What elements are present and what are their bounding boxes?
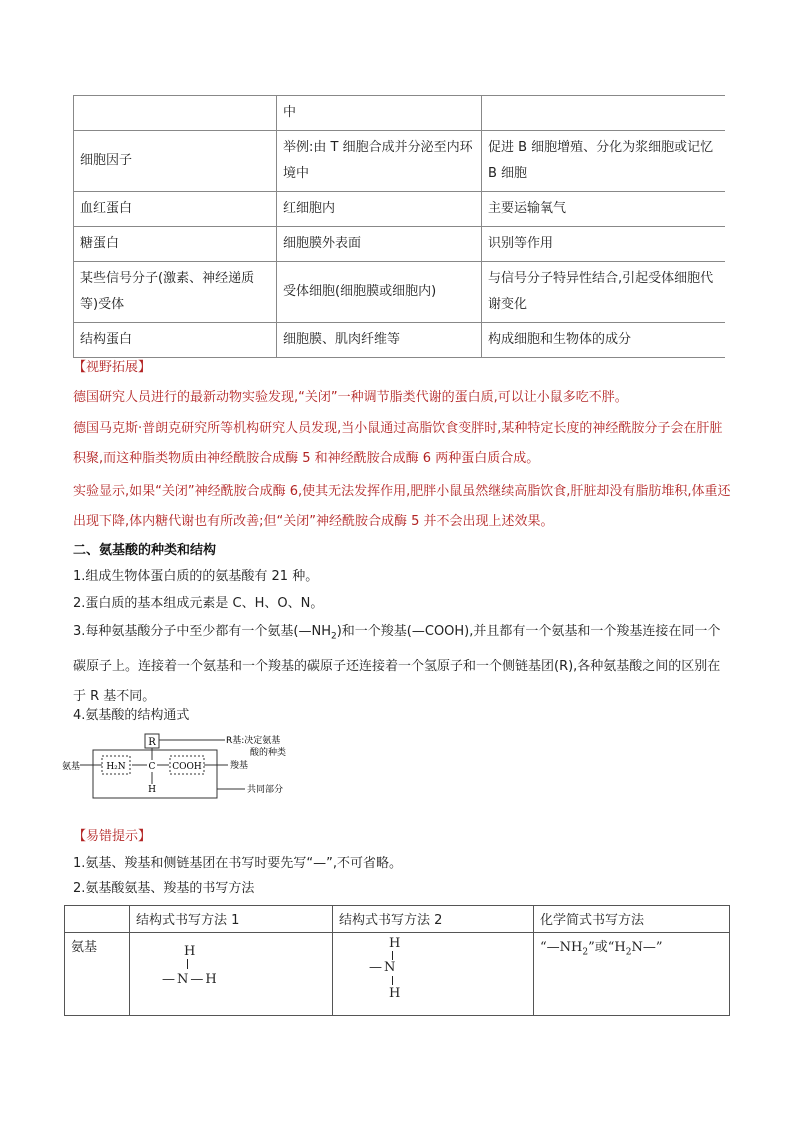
table-row [74,262,726,323]
tips-line-2: 2.氨基酸氨基、羧基的书写方法 [73,881,255,896]
table-row [74,96,726,131]
table-row [74,192,726,227]
header-cell: 结构式书写方法 2 [333,906,534,933]
text-span: “—NH [540,940,583,955]
h2n-label: H₂N [106,762,126,772]
writing-method-table [64,905,730,1016]
table-cell: 细胞膜外表面 [277,227,482,262]
common-annotation: 共同部分 [247,785,284,795]
carbon-label: C [148,762,156,772]
table-header-row [65,906,730,933]
table-cell: 构成细胞和生物体的成分 [482,323,726,358]
formula-line: —N—H [162,972,219,987]
bond-line [392,951,393,960]
formula-cell-1 [130,933,333,1016]
r-label: R [148,737,156,748]
table-cell: 结构蛋白 [74,323,277,358]
table-cell: 主要运输氧气 [482,192,726,227]
text-span: 3.每种氨基酸分子中至少都有一个氨基(—NH [73,624,331,639]
text-span: N—” [631,940,663,955]
text-span: )和一个羧基(—COOH),并且都有一个氨基和一个羧基连接在同一个碳原子上。连接着一个氨基和一个羧基的碳原子还连接着一个氢原子和一个侧链基团(R),各种氨基酸之间的区别在于 R 基不同。 [73,624,721,704]
subscript: 2 [625,947,632,958]
subscript: 2 [582,947,589,958]
formula-atom: H [389,986,401,1001]
protein-function-table [73,95,725,358]
hydrogen-label: H [148,785,156,795]
bond-line [187,959,188,969]
vision-tag: 【视野拓展】 [73,360,152,375]
table-cell: 与信号分子特异性结合,引起受体细胞代谢变化 [482,262,726,323]
table-cell: 促进 B 细胞增殖、分化为浆细胞或记忆 B 细胞 [482,131,726,192]
table-cell: 细胞因子 [74,131,277,192]
table-row [65,933,730,1016]
header-cell: 化学简式书写方法 [534,906,730,933]
section-line-2: 2.蛋白质的基本组成元素是 C、H、O、N。 [73,596,324,611]
table-cell: 识别等作用 [482,227,726,262]
amino-annotation: 氨基 [62,762,81,772]
table-cell: 受体细胞(细胞膜或细胞内) [277,262,482,323]
formula-atom: H [184,944,196,959]
row-label-cell: 氨基 [65,933,130,1016]
formula-cell-3 [534,933,730,1016]
section-line-4: 4.氨基酸的结构通式 [73,708,190,723]
subscript: 2 [330,631,337,642]
table-cell: 糖蛋白 [74,227,277,262]
formula-cell-2 [333,933,534,1016]
cooh-label: COOH [172,762,202,772]
table-cell: 某些信号分子(激素、神经递质等)受体 [74,262,277,323]
section-title: 二、氨基酸的种类和结构 [73,543,217,558]
table-cell: 血红蛋白 [74,192,277,227]
carboxyl-annotation: 羧基 [230,761,249,771]
text-span: ”或“H [588,940,626,955]
formula-atom: —N [369,960,398,975]
r-annotation-2: 酸的种类 [250,748,287,758]
tips-line-1: 1.氨基、羧基和侧链基团在书写时要先写“—”,不可省略。 [73,856,403,871]
vision-paragraph-2: 德国马克斯·普朗克研究所等机构研究人员发现,当小鼠通过高脂饮食变胖时,某种特定长度的神经酰胺分子会在肝脏积聚,而这种脂类物质由神经酰胺合成酶 5 和神经酰胺合成酶 6 两种蛋白质合成。 [73,421,723,466]
table-cell: 举例:由 T 细胞合成并分泌至内环境中 [277,131,482,192]
table-cell [482,96,726,131]
header-cell: 结构式书写方法 1 [130,906,333,933]
table-cell: 中 [277,96,482,131]
section-line-3 [73,617,733,712]
tips-tag: 【易错提示】 [73,829,152,844]
formula-1 [136,936,326,1006]
formula-2 [339,936,527,1008]
section-line-1: 1.组成生物体蛋白质的的氨基酸有 21 种。 [73,569,319,584]
amino-acid-structure-diagram [60,728,320,800]
formula-3 [540,936,723,958]
table-cell [74,96,277,131]
vision-paragraph-3: 实验显示,如果“关闭”神经酰胺合成酶 6,使其无法发挥作用,肥胖小鼠虽然继续高脂饮食,肝脏却没有脂肪堆积,体重还出现下降,体内糖代谢也有所改善;但“关闭”神经酰胺合成酶 5 并不会出现上述效果。 [73,484,731,529]
table-cell: 细胞膜、肌肉纤维等 [277,323,482,358]
header-cell [65,906,130,933]
vision-paragraph-1: 德国研究人员进行的最新动物实验发现,“关闭”一种调节脂类代谢的蛋白质,可以让小鼠多吃不胖。 [73,390,628,405]
formula-atom: H [389,936,401,951]
table-cell: 红细胞内 [277,192,482,227]
r-annotation-1: R基:决定氨基 [226,736,281,746]
bond-line [392,976,393,985]
table-row [74,227,726,262]
table-row [74,131,726,192]
